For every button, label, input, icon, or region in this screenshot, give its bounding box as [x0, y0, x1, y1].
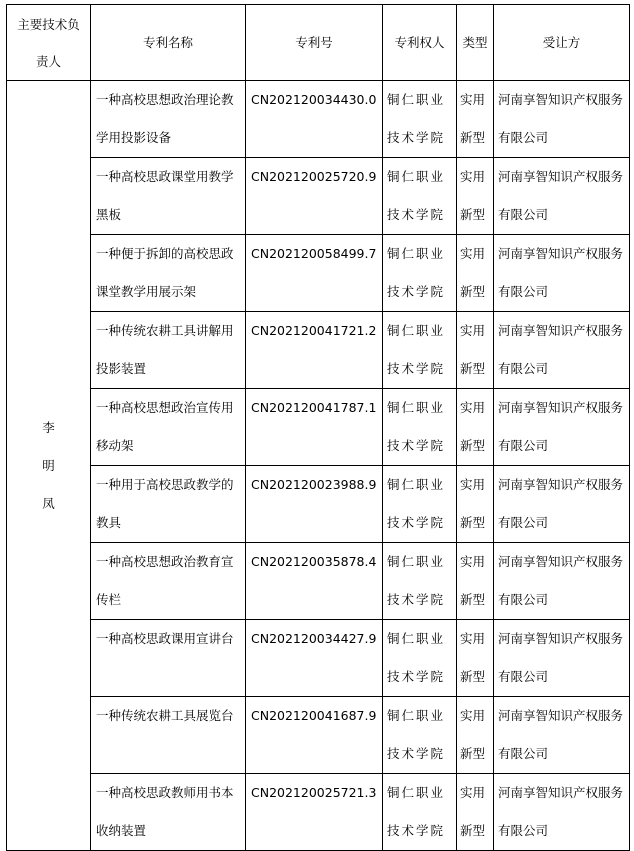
patent-owner-cell: 铜仁职业技术学院: [383, 466, 457, 543]
patent-table: [6, 4, 630, 851]
patent-number-cell: CN202120025721.3: [246, 774, 383, 851]
assignee-cell: 河南享智知识产权服务有限公司: [494, 81, 630, 158]
patent-number-cell: CN202120034430.0: [246, 81, 383, 158]
lead-person-char: 凤: [42, 495, 55, 511]
table-row: [7, 389, 630, 466]
patent-number-cell: CN202120035878.4: [246, 543, 383, 620]
patent-type-cell: 实用新型: [457, 543, 494, 620]
patent-name-cell: 一种高校思想政治理论教学用投影设备: [91, 81, 246, 158]
patent-name-cell: 一种传统农耕工具讲解用投影装置: [91, 312, 246, 389]
patent-owner-cell: 铜仁职业技术学院: [383, 389, 457, 466]
patent-owner-cell: 铜仁职业技术学院: [383, 312, 457, 389]
patent-type-cell: 实用新型: [457, 466, 494, 543]
header-owner: 专利权人: [383, 5, 457, 81]
patent-type-cell: 实用新型: [457, 158, 494, 235]
patent-type-cell: 实用新型: [457, 312, 494, 389]
patent-name-cell: 一种用于高校思政教学的教具: [91, 466, 246, 543]
patent-name-cell: 一种高校思政课用宣讲台: [91, 620, 246, 697]
patent-type-cell: 实用新型: [457, 81, 494, 158]
table-row: [7, 235, 630, 312]
assignee-cell: 河南享智知识产权服务有限公司: [494, 697, 630, 774]
lead-person-cell: [7, 81, 91, 851]
patent-name-cell: 一种高校思想政治教育宣传栏: [91, 543, 246, 620]
table-row: [7, 312, 630, 389]
patent-number-cell: CN202120023988.9: [246, 466, 383, 543]
patent-number-cell: CN202120025720.9: [246, 158, 383, 235]
patent-owner-cell: 铜仁职业技术学院: [383, 81, 457, 158]
assignee-cell: 河南享智知识产权服务有限公司: [494, 235, 630, 312]
patent-name-cell: 一种传统农耕工具展览台: [91, 697, 246, 774]
lead-person-char: 李: [42, 419, 55, 435]
assignee-cell: 河南享智知识产权服务有限公司: [494, 466, 630, 543]
table-row: [7, 158, 630, 235]
table-row: [7, 620, 630, 697]
header-row: [7, 5, 630, 81]
header-assignee: 受让方: [494, 5, 630, 81]
header-lead: 主要技术负责人: [7, 5, 91, 81]
lead-person-char: 明: [42, 457, 55, 473]
assignee-cell: 河南享智知识产权服务有限公司: [494, 389, 630, 466]
patent-number-cell: CN202120034427.9: [246, 620, 383, 697]
patent-type-cell: 实用新型: [457, 774, 494, 851]
header-type: 类型: [457, 5, 494, 81]
table-row: [7, 697, 630, 774]
header-number: 专利号: [246, 5, 383, 81]
patent-type-cell: 实用新型: [457, 235, 494, 312]
patent-type-cell: 实用新型: [457, 389, 494, 466]
patent-type-cell: 实用新型: [457, 697, 494, 774]
header-name: 专利名称: [91, 5, 246, 81]
table-row: [7, 81, 630, 158]
patent-number-cell: CN202120041687.9: [246, 697, 383, 774]
patent-owner-cell: 铜仁职业技术学院: [383, 235, 457, 312]
assignee-cell: 河南享智知识产权服务有限公司: [494, 543, 630, 620]
patent-name-cell: 一种高校思政教师用书本收纳装置: [91, 774, 246, 851]
patent-owner-cell: 铜仁职业技术学院: [383, 158, 457, 235]
patent-name-cell: 一种高校思想政治宣传用移动架: [91, 389, 246, 466]
patent-number-cell: CN202120058499.7: [246, 235, 383, 312]
assignee-cell: 河南享智知识产权服务有限公司: [494, 774, 630, 851]
assignee-cell: 河南享智知识产权服务有限公司: [494, 620, 630, 697]
patent-owner-cell: 铜仁职业技术学院: [383, 774, 457, 851]
patent-name-cell: 一种高校思政课堂用教学黑板: [91, 158, 246, 235]
patent-name-cell: 一种便于拆卸的高校思政课堂教学用展示架: [91, 235, 246, 312]
assignee-cell: 河南享智知识产权服务有限公司: [494, 312, 630, 389]
patent-number-cell: CN202120041787.1: [246, 389, 383, 466]
table-row: [7, 543, 630, 620]
patent-owner-cell: 铜仁职业技术学院: [383, 620, 457, 697]
patent-owner-cell: 铜仁职业技术学院: [383, 543, 457, 620]
patent-type-cell: 实用新型: [457, 620, 494, 697]
table-row: [7, 466, 630, 543]
patent-owner-cell: 铜仁职业技术学院: [383, 697, 457, 774]
assignee-cell: 河南享智知识产权服务有限公司: [494, 158, 630, 235]
patent-number-cell: CN202120041721.2: [246, 312, 383, 389]
